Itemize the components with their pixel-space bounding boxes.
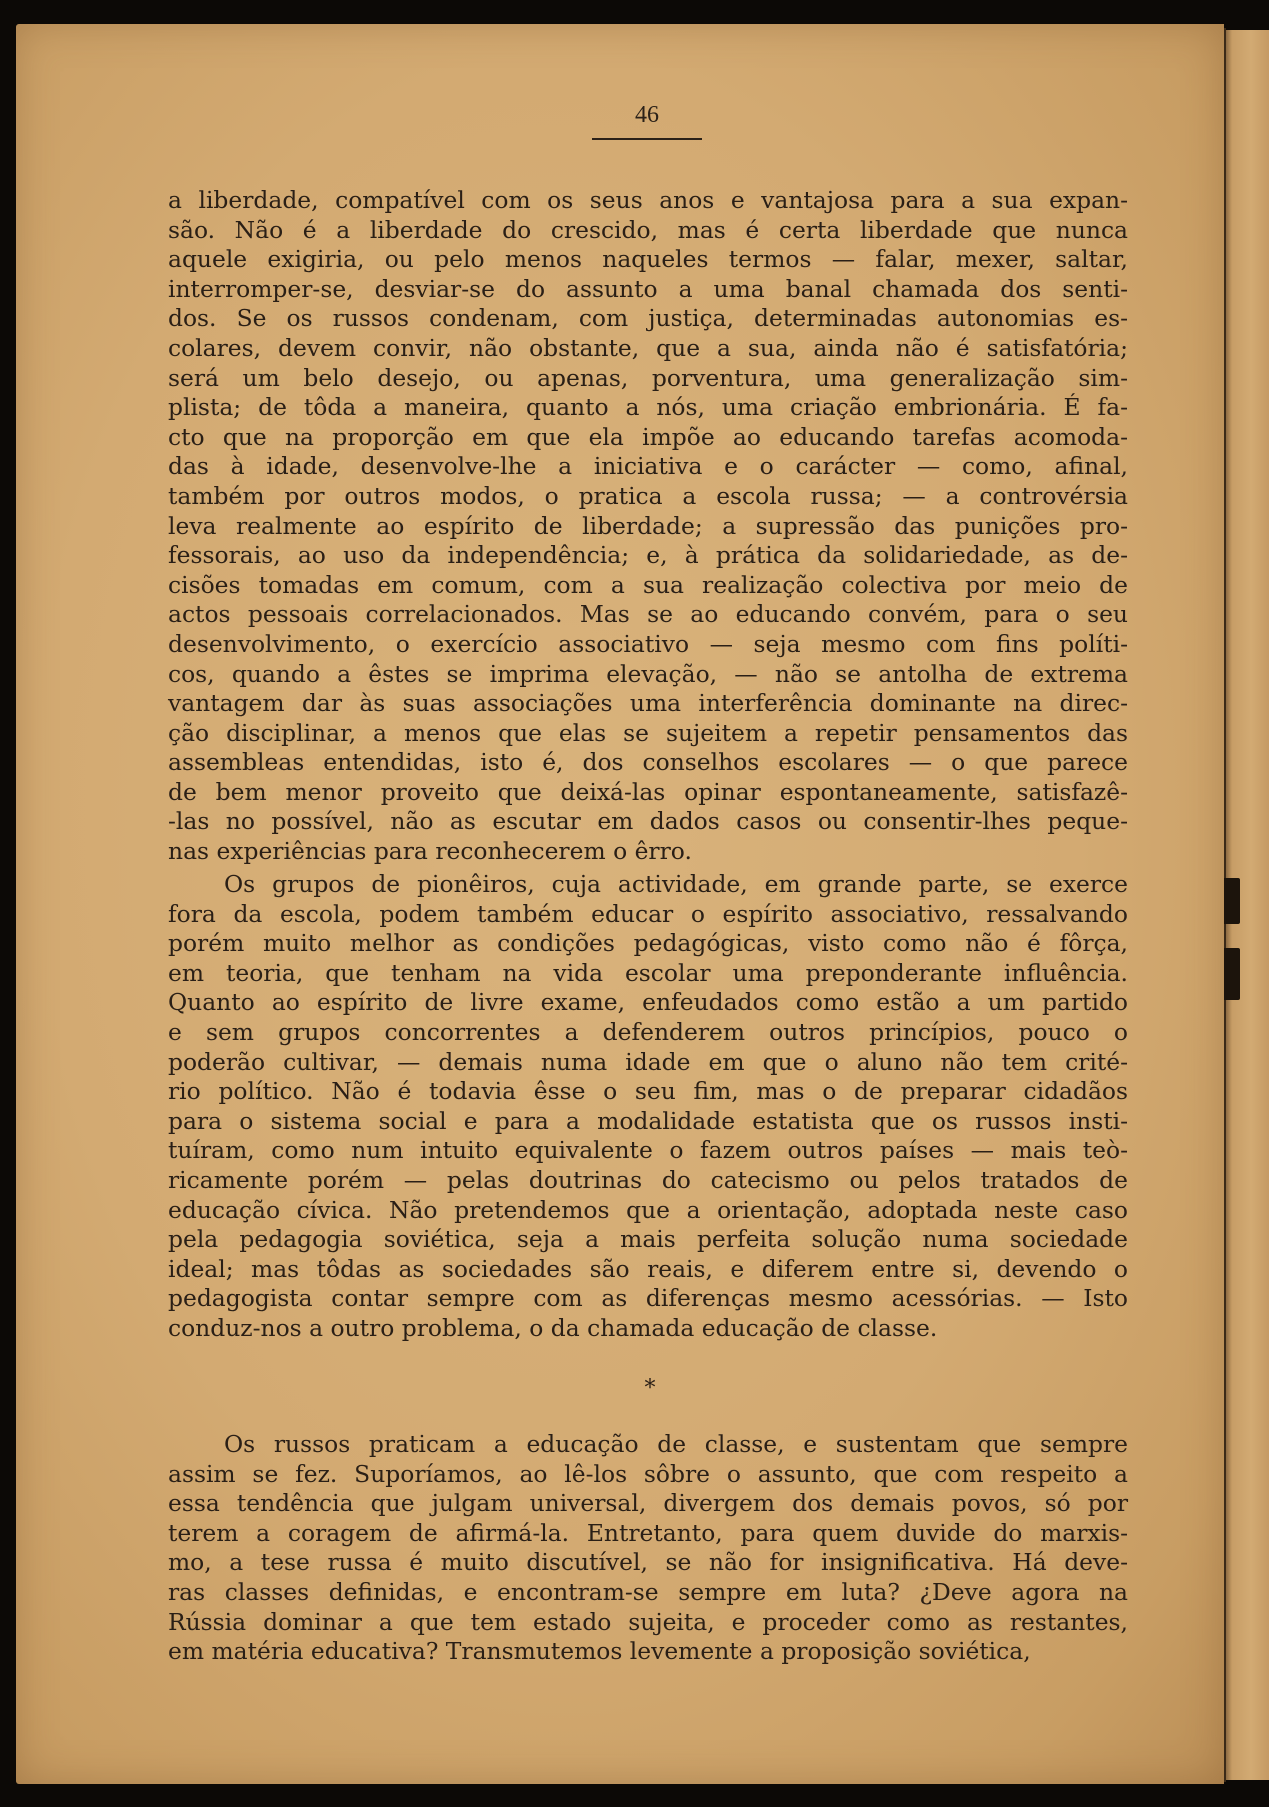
text-line: nas experiências para reconhecerem o êrro. xyxy=(168,837,692,866)
paragraph-3 xyxy=(168,1430,1128,1667)
text-line: ras classes definidas, e encontram-se sempre em luta? ¿Deve agora na xyxy=(168,1577,1128,1606)
text-line: Rússia dominar a que tem estado sujeita, e proceder como as restantes, xyxy=(168,1607,1128,1636)
paragraph-2 xyxy=(168,870,1128,1344)
text-line: assim se fez. Suporíamos, ao lê-los sôbre o assunto, que com respeito a xyxy=(168,1459,1128,1488)
text-line: terem a coragem de afirmá-la. Entretanto, para quem duvide do marxis- xyxy=(168,1518,1128,1547)
text-line: plista; de tôda a maneira, quanto a nós, uma criação embrionária. É fa- xyxy=(168,393,1128,422)
text-line: das à idade, desenvolve-lhe a iniciativa e o carácter — como, afinal, xyxy=(168,452,1128,481)
page-number: 46 xyxy=(635,102,659,128)
text-line: educação cívica. Não pretendemos que a orientação, adoptada neste caso xyxy=(168,1195,1128,1224)
text-line: em teoria, que tenham na vida escolar uma preponderante influência. xyxy=(168,958,1128,987)
text-line: essa tendência que julgam universal, divergem dos demais povos, só por xyxy=(168,1489,1128,1518)
text-line: rio político. Não é todavia êsse o seu fim, mas o de preparar cidadãos xyxy=(168,1077,1128,1106)
text-line: será um belo desejo, ou apenas, porventura, uma generalização sim- xyxy=(168,363,1128,392)
text-line: pela pedagogia soviética, seja a mais perfeita solução numa sociedade xyxy=(168,1225,1128,1254)
text-line: pedagogista contar sempre com as diferenças mesmo acessórias. — Isto xyxy=(168,1284,1128,1313)
text-line: também por outros modos, o pratica a escola russa; — a controvérsia xyxy=(168,481,1128,510)
text-line: são. Não é a liberdade do crescido, mas é certa liberdade que nunca xyxy=(168,215,1128,244)
paragraph-1 xyxy=(168,186,1128,867)
text-line: para o sistema social e para a modalidade estatista que os russos insti- xyxy=(168,1106,1128,1135)
text-line: -las no possível, não as escutar em dados casos ou consentir-lhes peque- xyxy=(168,807,1128,836)
text-line: cos, quando a êstes se imprima elevação, — não se antolha de extrema xyxy=(168,659,1128,688)
text-line: mo, a tese russa é muito discutível, se não for insignificativa. Há deve- xyxy=(168,1548,1128,1577)
text-line: em matéria educativa? Transmutemos levemente a proposição soviética, xyxy=(168,1637,1031,1666)
text-line: aquele exigiria, ou pelo menos naqueles termos — falar, mexer, saltar, xyxy=(168,245,1128,274)
text-line: tuíram, como num intuito equivalente o fazem outros países — mais teò- xyxy=(168,1136,1128,1165)
text-line: a liberdade, compatível com os seus anos e vantajosa para a sua expan- xyxy=(168,186,1128,214)
text-line: cto que na proporção em que ela impõe ao educando tarefas acomoda- xyxy=(168,422,1128,451)
text-line: porém muito melhor as condições pedagógicas, visto como não é fôrça, xyxy=(168,929,1128,958)
text-line: poderão cultivar, — demais numa idade em que o aluno não tem crité- xyxy=(168,1047,1128,1076)
text-line: Os grupos de pionêiros, cuja actividade, em grande parte, se exerce xyxy=(224,870,1128,898)
text-line: fessorais, ao uso da independência; e, à prática da solidariedade, as de- xyxy=(168,541,1128,570)
text-line: ideal; mas tôdas as sociedades são reais, e diferem entre si, devendo o xyxy=(168,1254,1128,1283)
text-line: colares, devem convir, não obstante, que a sua, ainda não é satisfatória; xyxy=(168,333,1128,362)
text-line: Quanto ao espírito de livre exame, enfeudados como estão a um partido xyxy=(168,988,1128,1017)
text-line: vantagem dar às suas associações uma interferência dominante na direc- xyxy=(168,689,1128,718)
text-line: interromper-se, desviar-se do assunto a uma banal chamada dos senti- xyxy=(168,274,1128,303)
text-line: fora da escola, podem também educar o espírito associativo, ressalvando xyxy=(168,899,1128,928)
page-number-rule xyxy=(592,138,702,140)
text-line: ricamente porém — pelas doutrinas do catecismo ou pelos tratados de xyxy=(168,1165,1128,1194)
text-line: ção disciplinar, a menos que elas se sujeitem a repetir pensamentos das xyxy=(168,718,1128,747)
text-line: cisões tomadas em comum, com a sua realização colectiva por meio de xyxy=(168,570,1128,599)
text-line: conduz-nos a outro problema, o da chamada educação de classe. xyxy=(168,1313,938,1342)
text-line: assembleas entendidas, isto é, dos conselhos escolares — o que parece xyxy=(168,748,1128,777)
text-line: de bem menor proveito que deixá-las opinar espontaneamente, satisfazê- xyxy=(168,777,1128,806)
text-line: leva realmente ao espírito de liberdade; a supressão das punições pro- xyxy=(168,511,1128,540)
text-line: e sem grupos concorrentes a defenderem outros princípios, pouco o xyxy=(168,1017,1128,1046)
text-line: actos pessoais correlacionados. Mas se ao educando convém, para o seu xyxy=(168,600,1128,629)
text-line: Os russos praticam a educação de classe, e sustentam que sempre xyxy=(224,1430,1128,1458)
text-line: desenvolvimento, o exercício associativo — seja mesmo com fins políti- xyxy=(168,629,1128,658)
section-separator: * xyxy=(644,1376,656,1401)
text-line: dos. Se os russos condenam, com justiça, determinadas autonomias es- xyxy=(168,304,1128,333)
